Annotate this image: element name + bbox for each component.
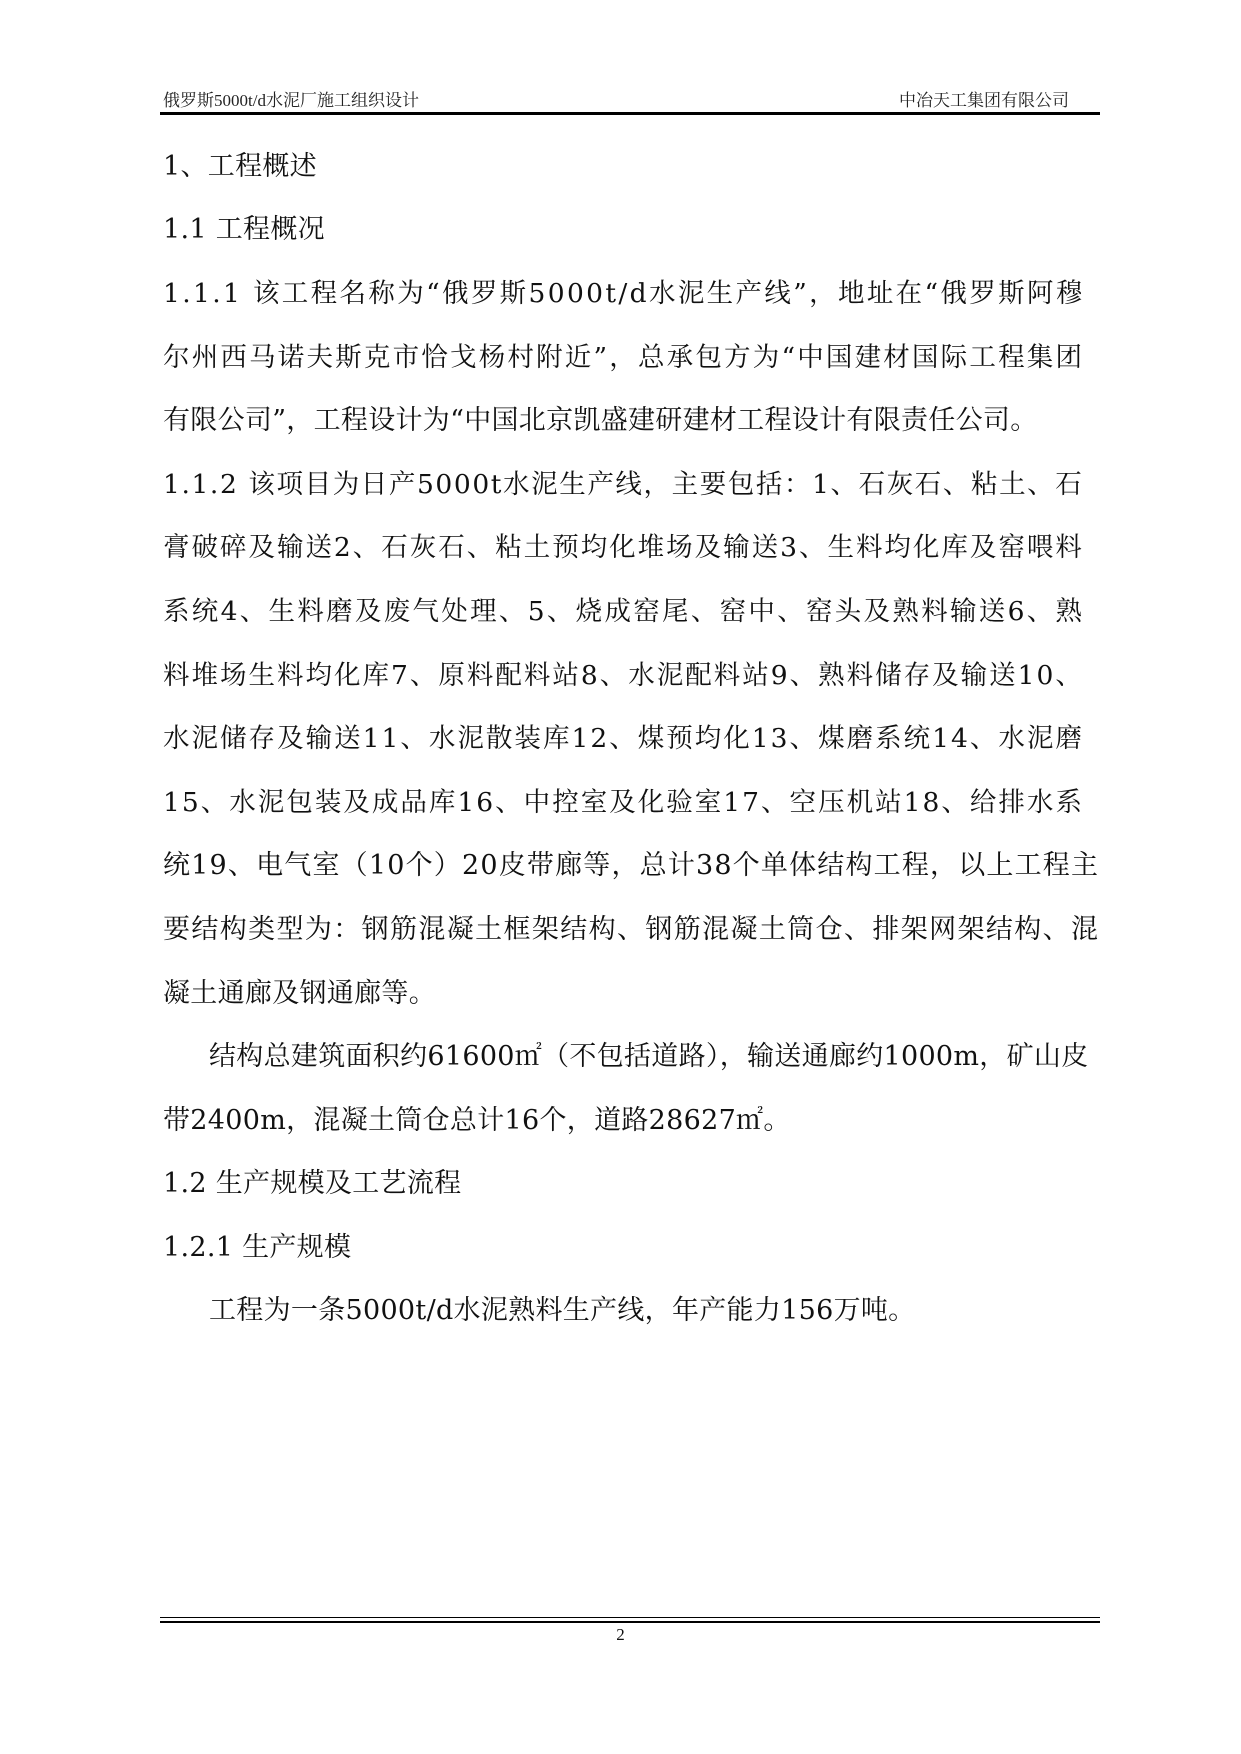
subsection-heading: 1.2 生产规模及工艺流程 xyxy=(163,1168,462,1200)
paragraph-line: 膏破碎及输送2、石灰石、粘土预均化堆场及输送3、生料均化库及窑喂料 xyxy=(163,532,1084,564)
paragraph-line: 要结构类型为：钢筋混凝土框架结构、钢筋混凝土筒仓、排架网架结构、混 xyxy=(163,913,1100,945)
paragraph-line: 凝土通廊及钢通廊等。 xyxy=(163,977,436,1009)
header-company-name: 中冶天工集团有限公司 xyxy=(899,91,1069,110)
header-document-title: 俄罗斯5000t/d水泥厂施工组织设计 xyxy=(163,91,419,110)
paragraph-line: 料堆场生料均化库7、原料配料站8、水泥配料站9、熟料储存及输送10、 xyxy=(163,659,1084,691)
document-body xyxy=(163,135,1098,1343)
paragraph-line: 结构总建筑面积约61600㎡（不包括道路），输送通廊约1000m，矿山皮 xyxy=(209,1041,1089,1073)
section-heading: 1、工程概述 xyxy=(163,150,317,182)
paragraph-line: 工程为一条5000t/d水泥熟料生产线，年产能力156万吨。 xyxy=(209,1295,916,1327)
paragraph-line: 系统4、生料磨及废气处理、5、烧成窑尾、窑中、窑头及熟料输送6、熟 xyxy=(163,595,1085,627)
paragraph-line: 15、水泥包装及成品库16、中控室及化验室17、空压机站18、给排水系 xyxy=(163,786,1084,818)
footer-divider xyxy=(160,1617,1100,1618)
subsection-heading: 1.2.1 生产规模 xyxy=(163,1231,352,1263)
page-number: 2 xyxy=(616,1625,625,1644)
footer-divider xyxy=(160,1621,1100,1623)
paragraph-line: 有限公司”，工程设计为“中国北京凯盛建研建材工程设计有限责任公司。 xyxy=(163,405,1038,437)
paragraph-line: 尔州西马诺夫斯克市恰戈杨村附近”，总承包方为“中国建材国际工程集团 xyxy=(163,341,1085,373)
header-divider xyxy=(160,112,1100,115)
paragraph-line: 水泥储存及输送11、水泥散装库12、煤预均化13、煤磨系统14、水泥磨 xyxy=(163,723,1084,755)
subsection-heading: 1.1 工程概况 xyxy=(163,214,325,246)
paragraph-line: 1.1.1 该工程名称为“俄罗斯5000t/d水泥生产线”，地址在“俄罗斯阿穆 xyxy=(163,277,1085,309)
paragraph-line: 带2400m，混凝土筒仓总计16个，道路28627㎡。 xyxy=(163,1104,791,1136)
paragraph-line: 1.1.2 该项目为日产5000t水泥生产线，主要包括：1、石灰石、粘土、石 xyxy=(163,468,1084,500)
paragraph-line: 统19、电气室（10个）20皮带廊等，总计38个单体结构工程，以上工程主 xyxy=(163,850,1100,882)
